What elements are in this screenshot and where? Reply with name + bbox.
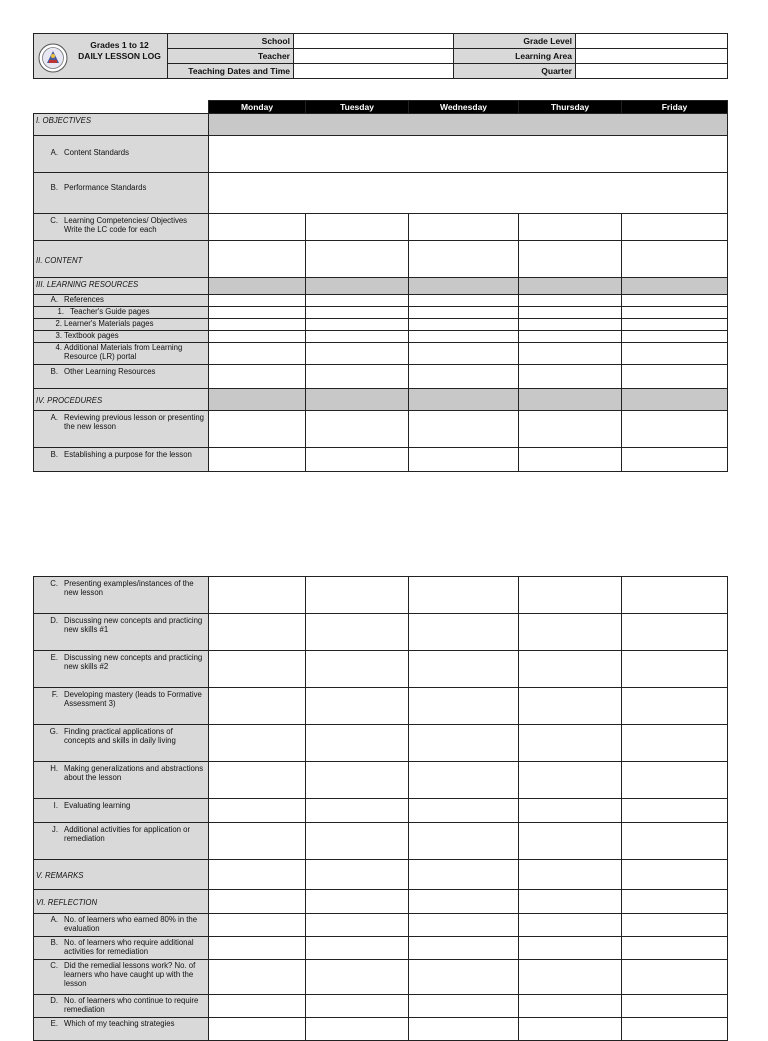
cell[interactable] [409, 343, 519, 365]
cell[interactable] [306, 890, 409, 914]
cell[interactable] [409, 995, 519, 1018]
cell[interactable] [622, 307, 728, 319]
cell[interactable] [519, 577, 622, 614]
row-learners-remediation: B. No. of learners who require additional activities for remediation [34, 937, 209, 960]
cell[interactable] [622, 448, 728, 472]
row-generalizations: H. Making generalizations and abstractions about the lesson [34, 762, 209, 799]
cell[interactable] [622, 937, 728, 960]
cell[interactable] [306, 937, 409, 960]
quarter-field[interactable] [576, 64, 728, 79]
row-reviewing-lesson: A. Reviewing previous lesson or presenting the new lesson [34, 411, 209, 448]
cell[interactable] [622, 799, 728, 823]
cell[interactable] [306, 448, 409, 472]
cell[interactable] [409, 307, 519, 319]
cell[interactable] [622, 343, 728, 365]
row-performance-standards: B. Performance Standards [34, 173, 209, 214]
cell[interactable] [306, 1018, 409, 1041]
cell[interactable] [306, 331, 409, 343]
cell[interactable] [306, 295, 409, 307]
school-field[interactable] [294, 34, 454, 49]
cell[interactable] [306, 725, 409, 762]
quarter-label: Quarter [454, 64, 576, 79]
day-header-monday: Monday [209, 101, 306, 114]
cell[interactable] [519, 890, 622, 914]
section-learning-resources: III. LEARNING RESOURCES [34, 278, 209, 295]
cell[interactable] [409, 411, 519, 448]
grade-level-field[interactable] [576, 34, 728, 49]
cell[interactable] [306, 860, 409, 890]
performance-standards-cell[interactable] [209, 173, 728, 214]
teacher-field[interactable] [294, 49, 454, 64]
cell [306, 389, 409, 411]
cell[interactable] [209, 914, 306, 937]
teacher-label: Teacher [168, 49, 294, 64]
cell [519, 389, 622, 411]
cell[interactable] [519, 241, 622, 278]
row-establishing-purpose: B. Establishing a purpose for the lesson [34, 448, 209, 472]
cell [622, 278, 728, 295]
section-remarks: V. REMARKS [34, 860, 209, 890]
cell[interactable] [409, 651, 519, 688]
cell[interactable] [519, 960, 622, 995]
cell[interactable] [409, 860, 519, 890]
cell[interactable] [409, 937, 519, 960]
grade-level-label: Grade Level [454, 34, 576, 49]
cell[interactable] [519, 214, 622, 241]
cell[interactable] [209, 577, 306, 614]
cell[interactable] [209, 614, 306, 651]
cell [306, 278, 409, 295]
cell[interactable] [519, 1018, 622, 1041]
cell[interactable] [306, 688, 409, 725]
cell[interactable] [409, 799, 519, 823]
learning-area-label: Learning Area [454, 49, 576, 64]
cell[interactable] [209, 307, 306, 319]
cell[interactable] [519, 914, 622, 937]
cell[interactable] [409, 577, 519, 614]
header-table [33, 33, 728, 79]
cell[interactable] [409, 914, 519, 937]
cell[interactable] [622, 762, 728, 799]
cell[interactable] [306, 762, 409, 799]
cell[interactable] [409, 365, 519, 389]
cell[interactable] [306, 411, 409, 448]
cell[interactable] [409, 688, 519, 725]
cell[interactable] [306, 914, 409, 937]
cell[interactable] [519, 448, 622, 472]
cell[interactable] [622, 651, 728, 688]
cell[interactable] [519, 651, 622, 688]
cell[interactable] [622, 914, 728, 937]
cell[interactable] [519, 995, 622, 1018]
cell[interactable] [306, 960, 409, 995]
cell[interactable] [519, 688, 622, 725]
cell[interactable] [209, 688, 306, 725]
cell[interactable] [622, 860, 728, 890]
cell[interactable] [622, 241, 728, 278]
school-label: School [168, 34, 294, 49]
cell[interactable] [622, 995, 728, 1018]
lesson-log-table-1 [33, 100, 728, 472]
cell[interactable] [519, 411, 622, 448]
cell[interactable] [622, 331, 728, 343]
cell[interactable] [209, 860, 306, 890]
cell [622, 389, 728, 411]
cell[interactable] [622, 614, 728, 651]
row-teachers-guide: 1. Teacher's Guide pages [34, 307, 209, 319]
row-other-resources: B. Other Learning Resources [34, 365, 209, 389]
cell[interactable] [409, 319, 519, 331]
cell[interactable] [622, 890, 728, 914]
cell[interactable] [306, 651, 409, 688]
cell[interactable] [519, 614, 622, 651]
cell[interactable] [306, 307, 409, 319]
row-developing-mastery: F. Developing mastery (leads to Formative Assessment 3) [34, 688, 209, 725]
day-header-thursday: Thursday [519, 101, 622, 114]
cell[interactable] [409, 448, 519, 472]
cell[interactable] [622, 295, 728, 307]
cell[interactable] [409, 960, 519, 995]
cell[interactable] [209, 448, 306, 472]
section-band [209, 114, 728, 136]
cell[interactable] [519, 365, 622, 389]
day-header-wednesday: Wednesday [409, 101, 519, 114]
cell[interactable] [409, 241, 519, 278]
cell[interactable] [209, 214, 306, 241]
cell[interactable] [409, 1018, 519, 1041]
row-learners-80: A. No. of learners who earned 80% in the evaluation [34, 914, 209, 937]
cell[interactable] [519, 295, 622, 307]
cell[interactable] [519, 860, 622, 890]
cell[interactable] [209, 960, 306, 995]
row-discussing-skills-2: E. Discussing new concepts and practicing new skills #2 [34, 651, 209, 688]
cell[interactable] [209, 295, 306, 307]
cell[interactable] [409, 614, 519, 651]
cell[interactable] [519, 823, 622, 860]
cell[interactable] [209, 799, 306, 823]
cell[interactable] [209, 331, 306, 343]
dates-label: Teaching Dates and Time [168, 64, 294, 79]
row-additional-materials: 4. Additional Materials from Learning Resource (LR) portal [34, 343, 209, 365]
learning-area-field[interactable] [576, 49, 728, 64]
cell[interactable] [306, 365, 409, 389]
cell[interactable] [519, 319, 622, 331]
cell[interactable] [622, 411, 728, 448]
row-learning-competencies: C. Learning Competencies/ Objectives Write the LC code for each [34, 214, 209, 241]
row-content-standards: A. Content Standards [34, 136, 209, 173]
cell[interactable] [622, 960, 728, 995]
day-header-tuesday: Tuesday [306, 101, 409, 114]
row-practical-applications: G. Finding practical applications of concepts and skills in daily living [34, 725, 209, 762]
cell[interactable] [209, 411, 306, 448]
cell[interactable] [409, 890, 519, 914]
dates-field[interactable] [294, 64, 454, 79]
cell[interactable] [209, 343, 306, 365]
cell[interactable] [209, 823, 306, 860]
cell[interactable] [306, 799, 409, 823]
deped-seal-icon [38, 43, 68, 73]
section-content: II. CONTENT [34, 241, 209, 278]
cell [519, 278, 622, 295]
cell[interactable] [409, 295, 519, 307]
cell[interactable] [209, 365, 306, 389]
cell[interactable] [306, 614, 409, 651]
cell[interactable] [622, 319, 728, 331]
cell[interactable] [622, 1018, 728, 1041]
cell[interactable] [209, 241, 306, 278]
cell[interactable] [622, 214, 728, 241]
section-objectives: I. OBJECTIVES [34, 114, 209, 136]
row-evaluating-learning: I. Evaluating learning [34, 799, 209, 823]
row-presenting-examples: C. Presenting examples/instances of the new lesson [34, 577, 209, 614]
cell[interactable] [209, 725, 306, 762]
cell [409, 389, 519, 411]
cell [409, 278, 519, 295]
cell[interactable] [519, 343, 622, 365]
row-remedial-lessons: C. Did the remedial lessons work? No. of learners who have caught up with the lesson [34, 960, 209, 995]
title-line2: DAILY LESSON LOG [78, 51, 161, 61]
content-standards-cell[interactable] [209, 136, 728, 173]
cell[interactable] [209, 1018, 306, 1041]
cell[interactable] [409, 331, 519, 343]
row-textbook-pages: 3. Textbook pages [34, 331, 209, 343]
cell[interactable] [519, 331, 622, 343]
row-additional-activities: J. Additional activities for application or remediation [34, 823, 209, 860]
lesson-log-table-2 [33, 576, 728, 1041]
cell[interactable] [306, 241, 409, 278]
cell[interactable] [306, 577, 409, 614]
cell[interactable] [622, 823, 728, 860]
cell[interactable] [209, 319, 306, 331]
cell[interactable] [622, 577, 728, 614]
section-procedures: IV. PROCEDURES [34, 389, 209, 411]
cell[interactable] [209, 762, 306, 799]
cell[interactable] [306, 319, 409, 331]
section-reflection: VI. REFLECTION [34, 890, 209, 914]
day-header-friday: Friday [622, 101, 728, 114]
cell[interactable] [209, 995, 306, 1018]
cell[interactable] [209, 937, 306, 960]
cell [209, 389, 306, 411]
cell[interactable] [306, 343, 409, 365]
row-references: A. References [34, 295, 209, 307]
row-discussing-skills-1: D. Discussing new concepts and practicing new skills #1 [34, 614, 209, 651]
row-teaching-strategies: E. Which of my teaching strategies [34, 1018, 209, 1041]
cell[interactable] [519, 307, 622, 319]
title-block [34, 34, 168, 79]
cell[interactable] [209, 890, 306, 914]
cell[interactable] [519, 937, 622, 960]
cell[interactable] [306, 823, 409, 860]
row-learners-materials: 2. Learner's Materials pages [34, 319, 209, 331]
cell[interactable] [519, 799, 622, 823]
cell[interactable] [306, 214, 409, 241]
row-continue-remediation: D. No. of learners who continue to require remediation [34, 995, 209, 1018]
cell [209, 278, 306, 295]
cell[interactable] [622, 365, 728, 389]
cell[interactable] [622, 725, 728, 762]
cell[interactable] [409, 725, 519, 762]
cell[interactable] [306, 995, 409, 1018]
title-line1: Grades 1 to 12 [90, 40, 149, 50]
cell[interactable] [519, 762, 622, 799]
cell[interactable] [409, 823, 519, 860]
cell[interactable] [519, 725, 622, 762]
cell[interactable] [409, 214, 519, 241]
cell[interactable] [409, 762, 519, 799]
cell[interactable] [622, 688, 728, 725]
cell[interactable] [209, 651, 306, 688]
